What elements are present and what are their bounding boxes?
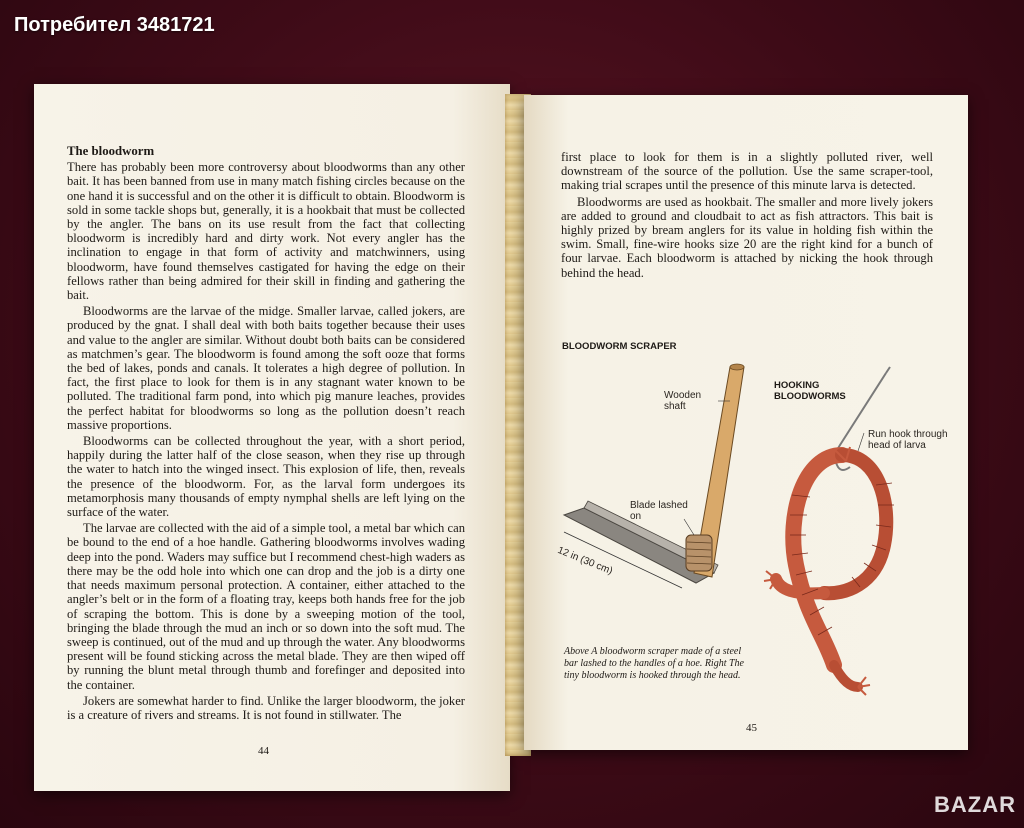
- worm-tails: [764, 447, 870, 695]
- paragraph-continued: first place to look for them is in a slightly polluted river, well downstream of the source of the pollution. Use the same scraper-tool, making trial scrapes until the presence of this minute larva is detected.: [561, 150, 933, 193]
- paragraph-2: Bloodworms are the larvae of the midge. Smaller larvae, called jokers, are produced by the gnat. I shall deal with both baits together because their uses and value to the angler are similar. Without doubt both baits can be considered as matchmen’s gear. The bloodworm is found among the soft ooze that forms the bed of lakes, ponds and canals. It tolerates a high degree of pollution. In fact, the first place to look for them is in any stagnant water known to be polluted. The traditional farm pond, into which pig manure leaches, provides the perfect habitat for bloodworms so long as the pollution doesn’t reach massive proportions.: [67, 304, 465, 432]
- figure-title-hooking: HOOKING BLOODWORMS: [774, 380, 846, 402]
- section-heading: The bloodworm: [67, 144, 155, 158]
- paragraph-3: Bloodworms can be collected throughout the year, with a short period, happily during the latter half of the close season, when they rise up through the water to hatch into the winged insect. This explosion of life, then, reveals the presence of the bloodworm. For, as the larval form undergoes its metamorphosis many thousands of empty nymphal shells are left lying on the surface of the water.: [67, 434, 465, 520]
- watermark-logo: BAZAR: [934, 792, 1016, 817]
- paragraph-4: The larvae are collected with the aid of a simple tool, a metal bar which can be bound to the end of a hoe handle. Gathering bloodworms involves wading deep into the pond. Waders may suffice but I recommend chest-high waders as there may be the odd hole into which one can drop and the job is a dirty one that needs maximum personal protection. A container, either attached to the angler’s belt or in the form of a floating tray, keeps both hands free for the job of scraping the bottom. This is done by a sweeping motion of the tool, bringing the blade through the mud an inch or so down into the soft mud. The sweep is continued, out of the mud and up through the water. Any bloodworms present will be found sticking across the metal blade. They are then wiped off by running the blunt metal through thumb and forefinger and deposited into the container.: [67, 521, 465, 692]
- label-run-hook: Run hook through head of larva: [868, 429, 948, 451]
- left-page-text: [67, 144, 465, 724]
- figure-title-scraper: BLOODWORM SCRAPER: [562, 341, 677, 352]
- label-wooden-shaft: Wooden shaft: [664, 390, 702, 412]
- page-number-left: 44: [258, 745, 269, 757]
- label-dimension: 12 in (30 cm): [555, 545, 615, 578]
- figure-caption: Above A bloodworm scraper made of a steel bar lashed to the handles of a hoe. Right The tiny bloodworm is hooked through the head.: [564, 646, 744, 681]
- paragraph-5: Jokers are somewhat harder to find. Unlike the larger bloodworm, the joker is a creature of rivers and streams. It is not found in stillwater. The: [67, 693, 465, 722]
- paragraph-hookbait: Bloodworms are used as hookbait. The smaller and more lively jokers are added to ground and cloudbait to act as fish attractors. This bait is highly prized by bream anglers for its value in holding fish within the swim. Small, fine-wire hooks size 20 are the right kind for a bunch of four larvae. Each bloodworm is attached by nicking the hook through behind the head.: [561, 194, 933, 280]
- bloodworm-bunch: [776, 455, 886, 687]
- right-page: [524, 95, 968, 750]
- lashing: [686, 535, 712, 571]
- paragraph-1: There has probably been more controversy about bloodworms than any other bait. It has been banned from use in many match fishing circles because on the one hand it is successful and on the other it is difficult to obtain. Bloodworm is sold in some tackle shops but, generally, it is a hookbait that must be collected by the angler. The bans on its use result from the fact that collecting bloodworm is incredibly hard and dirty work. Not every angler has the inclination to engage in that form of activity and matchwinners, using bloodworm, have found themselves castigated for having the edge on their fellows rather than being admired for their skill in finding and gathering the bait.: [67, 160, 465, 303]
- shaft-top: [730, 364, 744, 370]
- seller-username: Потребител 3481721: [14, 14, 215, 36]
- left-page: [34, 84, 510, 791]
- label-blade-lashed: Blade lashed on: [630, 500, 688, 522]
- page-number-right: 45: [746, 722, 757, 734]
